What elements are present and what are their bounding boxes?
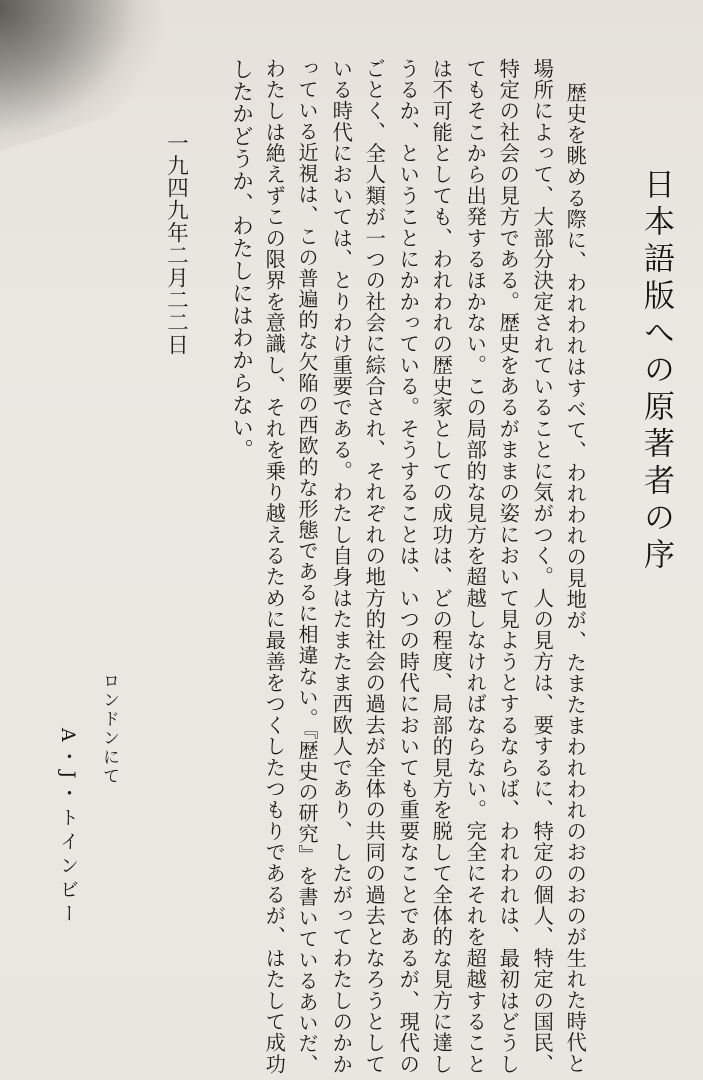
text-line-2: 場所によって、大部分決定されていることに気がつく。人の見方は、要するに、特定の個人、特定の国民、 — [530, 58, 555, 1075]
text-line-8: いる時代においては、とりわけ重要である。わたし自身はたまたま西欧人であり、したがってわたしのかか — [329, 58, 354, 1075]
text-line-6: うるか、ということにかかっている。そうすることは、いつの時代においても重要なことであるが、現代の — [396, 58, 421, 1075]
text-line-10: わたしは絶えずこの限界を意識し、それを乗り越えるために最善をつくしたつもりであるが、はたして成功 — [262, 58, 287, 1075]
text-line-11: したかどうか、わたしにはわからない。 — [228, 58, 254, 462]
text-line-9: っている近視は、この普遍的な欠陥の西欧的な形態であるに相違ない。『歴史の研究』を書いているあいだ、 — [295, 58, 320, 1076]
text-line-5: は不可能としても、われわれの歴史家としての成功は、どの程度、局部的見方を脱して全体的な見方に達し — [429, 58, 454, 1075]
text-line-1: 歴史を眺める際に、われわれはすべて、われわれの見地が、たまたまわれわれのおのおのが生れた時代と — [563, 82, 588, 1075]
text-line-3: 特定の社会の見方である。歴史をあるがままの姿において見ようとするならば、われわれは、最初はどうし — [496, 58, 521, 1075]
preface-title: 日本語版への原著者の序 — [638, 168, 674, 575]
text-line-4: てもそこから出発するほかない。この局部的な見方を超越しなければならない。完全にそれを超越すること — [463, 58, 488, 1075]
preface-date: 一九四九年二月二二日 — [163, 132, 189, 356]
signature-author: A・J・トインビー — [57, 728, 79, 928]
text-line-7: ごとく、全人類が一つの社会に綜合され、それぞれの地方的社会の過去が全体の共同の過去となろうとして — [362, 58, 387, 1075]
signature-place: ロンドンにて — [99, 672, 119, 786]
